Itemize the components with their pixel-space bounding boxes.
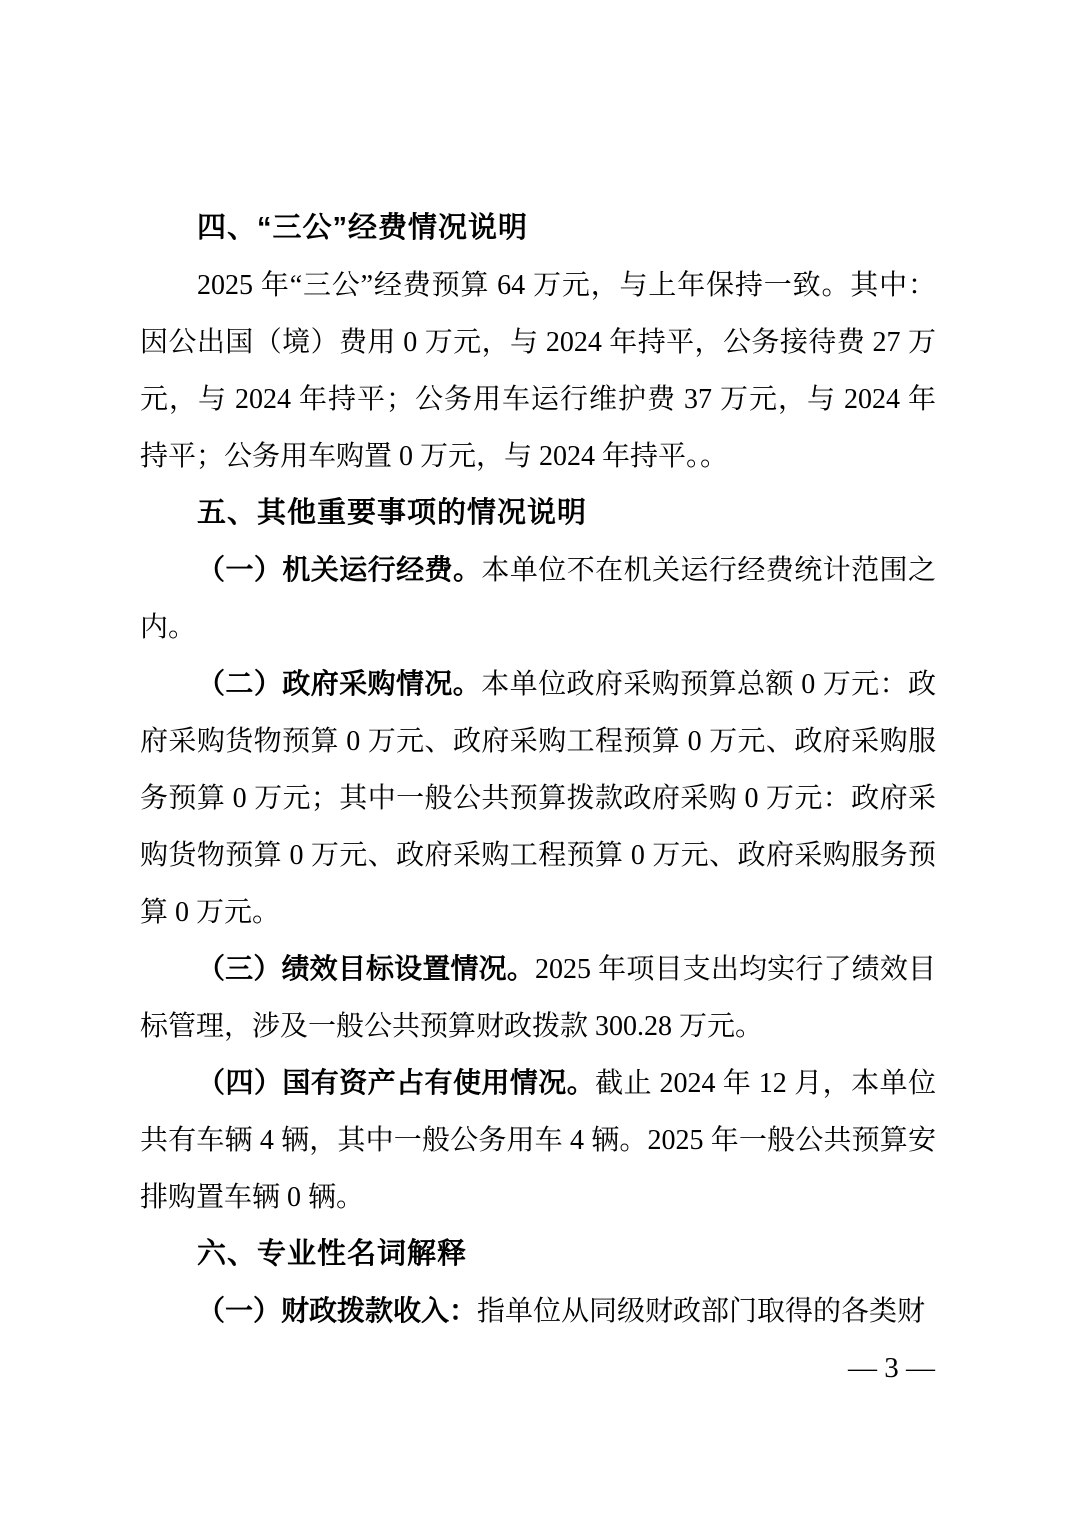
section-5-item-3 — [140, 941, 936, 1055]
section-5-item-3-lead: （三）绩效目标设置情况。 — [197, 954, 535, 985]
section-5-item-4 — [140, 1055, 936, 1226]
section-terminology — [140, 1226, 936, 1340]
section-5-heading: 五、其他重要事项的情况说明 — [197, 497, 588, 529]
section-4-heading: 四、“三公”经费情况说明 — [197, 212, 529, 244]
section-5-item-2-lead: （二）政府采购情况。 — [197, 669, 482, 700]
section-4-paragraph: 2025 年“三公”经费预算 64 万元，与上年保持一致。其中：因公出国（境）费用 0 万元，与 2024 年持平，公务接待费 27 万元，与 2024 年持平；公务用车运行维护费 37 万元，与 2024 年持平；公务用车购置 0 万元，与 2024 年持平。。 — [140, 270, 936, 472]
section-6-item-1 — [140, 1283, 936, 1340]
section-6-item-1-lead: （一）财政拨款收入： — [197, 1296, 478, 1327]
section-6-heading: 六、专业性名词解释 — [197, 1238, 468, 1270]
section-5-item-4-text: 截止 2024 年 12 月，本单位共有车辆 4 辆，其中一般公务用车 4 辆。2025 年一般公共预算安排购置车辆 0 辆。 — [140, 1068, 936, 1213]
section-three-public-funds — [140, 200, 936, 485]
section-5-item-4-lead: （四）国有资产占有使用情况。 — [197, 1068, 596, 1099]
section-6-item-1-text: 指单位从同级财政部门取得的各类财 — [477, 1296, 926, 1327]
section-5-item-1-lead: （一）机关运行经费。 — [197, 555, 482, 586]
document-content — [140, 200, 936, 1340]
section-other-important-matters — [140, 485, 936, 1226]
section-5-item-2 — [140, 656, 936, 941]
section-5-item-1-text: 本单位不在机关运行经费统计范围之内。 — [140, 555, 936, 643]
section-5-item-1 — [140, 542, 936, 656]
section-5-item-2-text: 本单位政府采购预算总额 0 万元：政府采购货物预算 0 万元、政府采购工程预算 0 万元、政府采购服务预算 0 万元；其中一般公共预算拨款政府采购 0 万元：政府采购货物预算 0 万元、政府采购工程预算 0 万元、政府采购服务预算 0 万元。 — [140, 669, 936, 928]
section-5-item-3-text: 2025 年项目支出均实行了绩效目标管理，涉及一般公共预算财政拨款 300.28 万元。 — [140, 954, 936, 1042]
page-number: — 3 — — [848, 1352, 935, 1384]
